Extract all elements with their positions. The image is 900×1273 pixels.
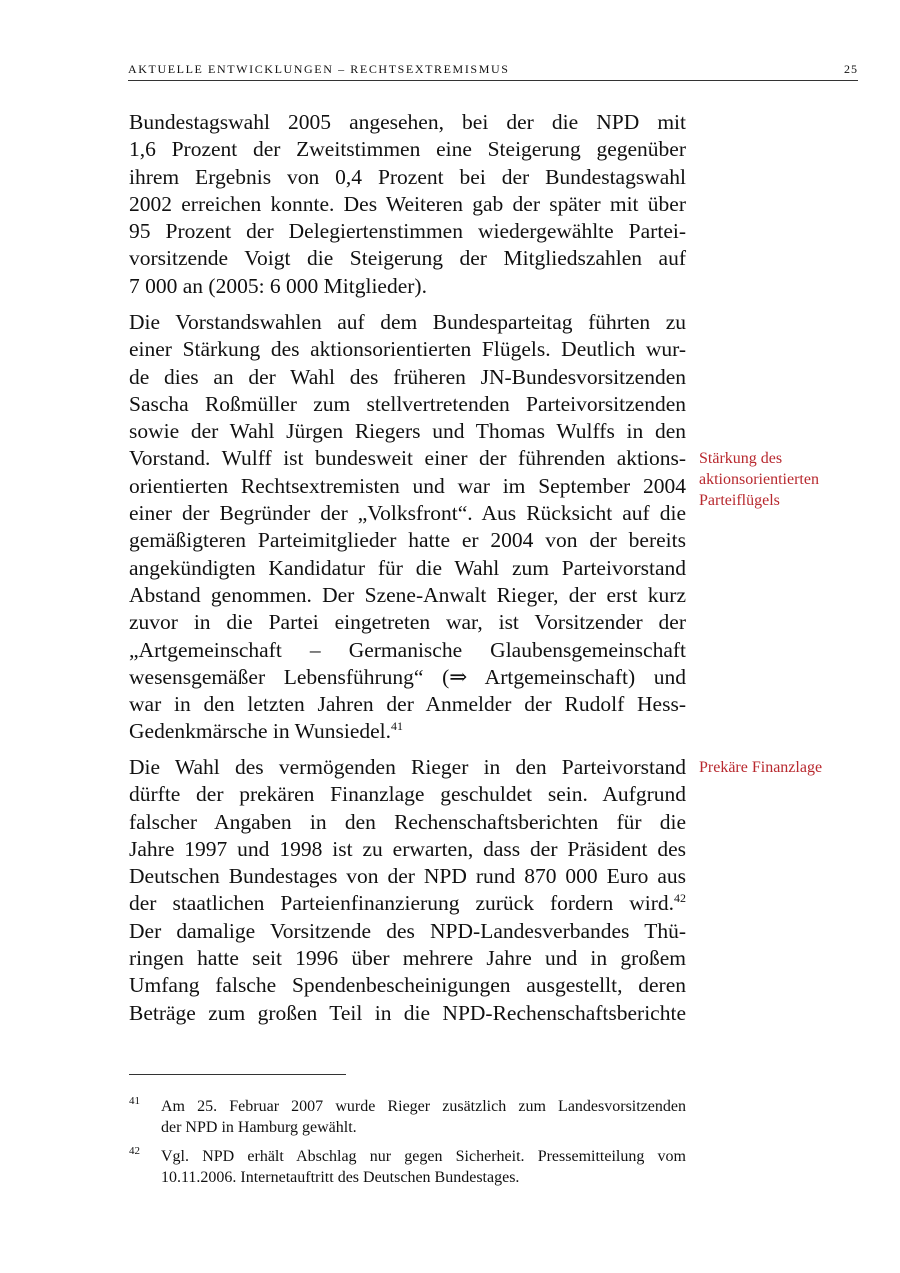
text-line: Die Vorstandswahlen auf dem Bundesparteitag führten zu [129,310,686,334]
margin-note-line: Stärkung des [699,450,783,467]
text-line: angekündigten Kandidatur für die Wahl zum Parteivorstand [129,555,686,580]
text-line: war in den letzten Jahren der Anmelder der Rudolf Hess- [129,692,686,717]
margin-note-line: Parteiflügels [699,492,780,509]
footnote-ref-42[interactable]: 42 [674,891,686,906]
text-line: Beträge zum großen Teil in die NPD-Rechenschaftsberichte [129,1000,686,1025]
text-line: 7 000 an (2005: 6 000 Mitglieder). [129,273,427,298]
text-line: Sascha Roßmüller zum stellvertretenden Parteivorsitzenden [129,391,686,416]
text-line: ihrem Ergebnis von 0,4 Prozent bei der Bundestagswahl [129,164,686,189]
footnote-line: Am 25. Februar 2007 wurde Rieger zusätzlich zum Landesvorsitzenden [161,1098,686,1115]
text-line: Vorstand. Wulff ist bundesweit einer der führenden aktions- [129,446,686,471]
text-line: sowie der Wahl Jürgen Riegers und Thomas Wulffs in den [129,419,686,444]
text-line: Umfang falsche Spendenbescheinigungen ausgestellt, deren [129,973,686,998]
footnote-separator [129,1074,346,1075]
text-line: wesensgemäßer Lebensführung“ (⇒ Artgemeinschaft) und [129,664,686,689]
text-line: de dies an der Wahl des früheren JN-Bundesvorsitzenden [129,364,686,389]
text-line: gemäßigteren Parteimitglieder hatte er 2004 von der bereits [129,528,686,553]
footnote-line: 10.11.2006. Internetauftritt des Deutschen Bundestages. [161,1169,520,1186]
footnote-line: Vgl. NPD erhält Abschlag nur gegen Sicherheit. Pressemitteilung vom [161,1148,686,1165]
text-line: orientierten Rechtsextremisten und war im September 2004 [129,473,686,498]
header-title: AKTUELLE ENTWICKLUNGEN – RECHTSEXTREMISMUS [128,62,510,76]
text-line: „Artgemeinschaft – Germanische Glaubensgemeinschaft [129,637,686,662]
footnote-number: 42 [129,1145,140,1157]
text-line: Gedenkmärsche in Wunsiedel. [129,719,392,744]
text-line: 2002 erreichen konnte. Des Weiteren gab der später mit über [129,191,686,216]
margin-note-finances [699,757,879,778]
text-line: Der damalige Vorsitzende des NPD-Landesverbandes Thü- [129,918,686,943]
running-header [128,62,858,81]
text-line: Deutschen Bundestages von der NPD rund 870 000 Euro aus [129,864,686,889]
text-line-with-footnote [129,890,686,917]
footnote-text [161,1146,686,1188]
text-line: der staatlichen Parteienfinanzierung zurück fordern wird. [129,891,674,916]
margin-note-line: Prekäre Finanzlage [699,759,823,776]
footnote-number: 41 [129,1095,140,1107]
margin-note-line: aktionsorientierten [699,471,819,488]
body-paragraph-2 [129,309,686,746]
text-line: Bundestagswahl 2005 angesehen, bei der die NPD mit [129,110,686,134]
footnote-ref-41[interactable]: 41 [391,719,404,734]
text-line: vorsitzende Voigt die Steigerung der Mitgliedszahlen auf [129,246,686,271]
text-line: einer Stärkung des aktionsorientierten Flügels. Deutlich wur- [129,337,686,362]
body-paragraph-1 [129,109,686,300]
text-line: falscher Angaben in den Rechenschaftsberichten für die [129,809,686,834]
text-line: 95 Prozent der Delegiertenstimmen wiedergewählte Partei- [129,219,686,244]
body-paragraph-3 [129,754,686,1027]
text-line-with-footnote [129,718,686,745]
page-number: 25 [844,62,858,76]
margin-note-faction [699,448,879,511]
footnote-text [161,1096,686,1138]
text-line: Abstand genommen. Der Szene-Anwalt Rieger, der erst kurz [129,582,686,607]
text-line: Jahre 1997 und 1998 ist zu erwarten, dass der Präsident des [129,836,686,861]
text-line: einer der Begründer der „Volksfront“. Aus Rücksicht auf die [129,501,686,526]
text-line: ringen hatte seit 1996 über mehrere Jahre und in großem [129,946,686,971]
text-line: Die Wahl des vermögenden Rieger in den Parteivorstand [129,755,686,779]
footnote-line: der NPD in Hamburg gewählt. [161,1119,357,1136]
text-line: dürfte der prekären Finanzlage geschuldet sein. Aufgrund [129,782,686,807]
text-line: zuvor in die Partei eingetreten war, ist Vorsitzender der [129,610,686,635]
text-line: 1,6 Prozent der Zweitstimmen eine Steigerung gegenüber [129,137,686,162]
